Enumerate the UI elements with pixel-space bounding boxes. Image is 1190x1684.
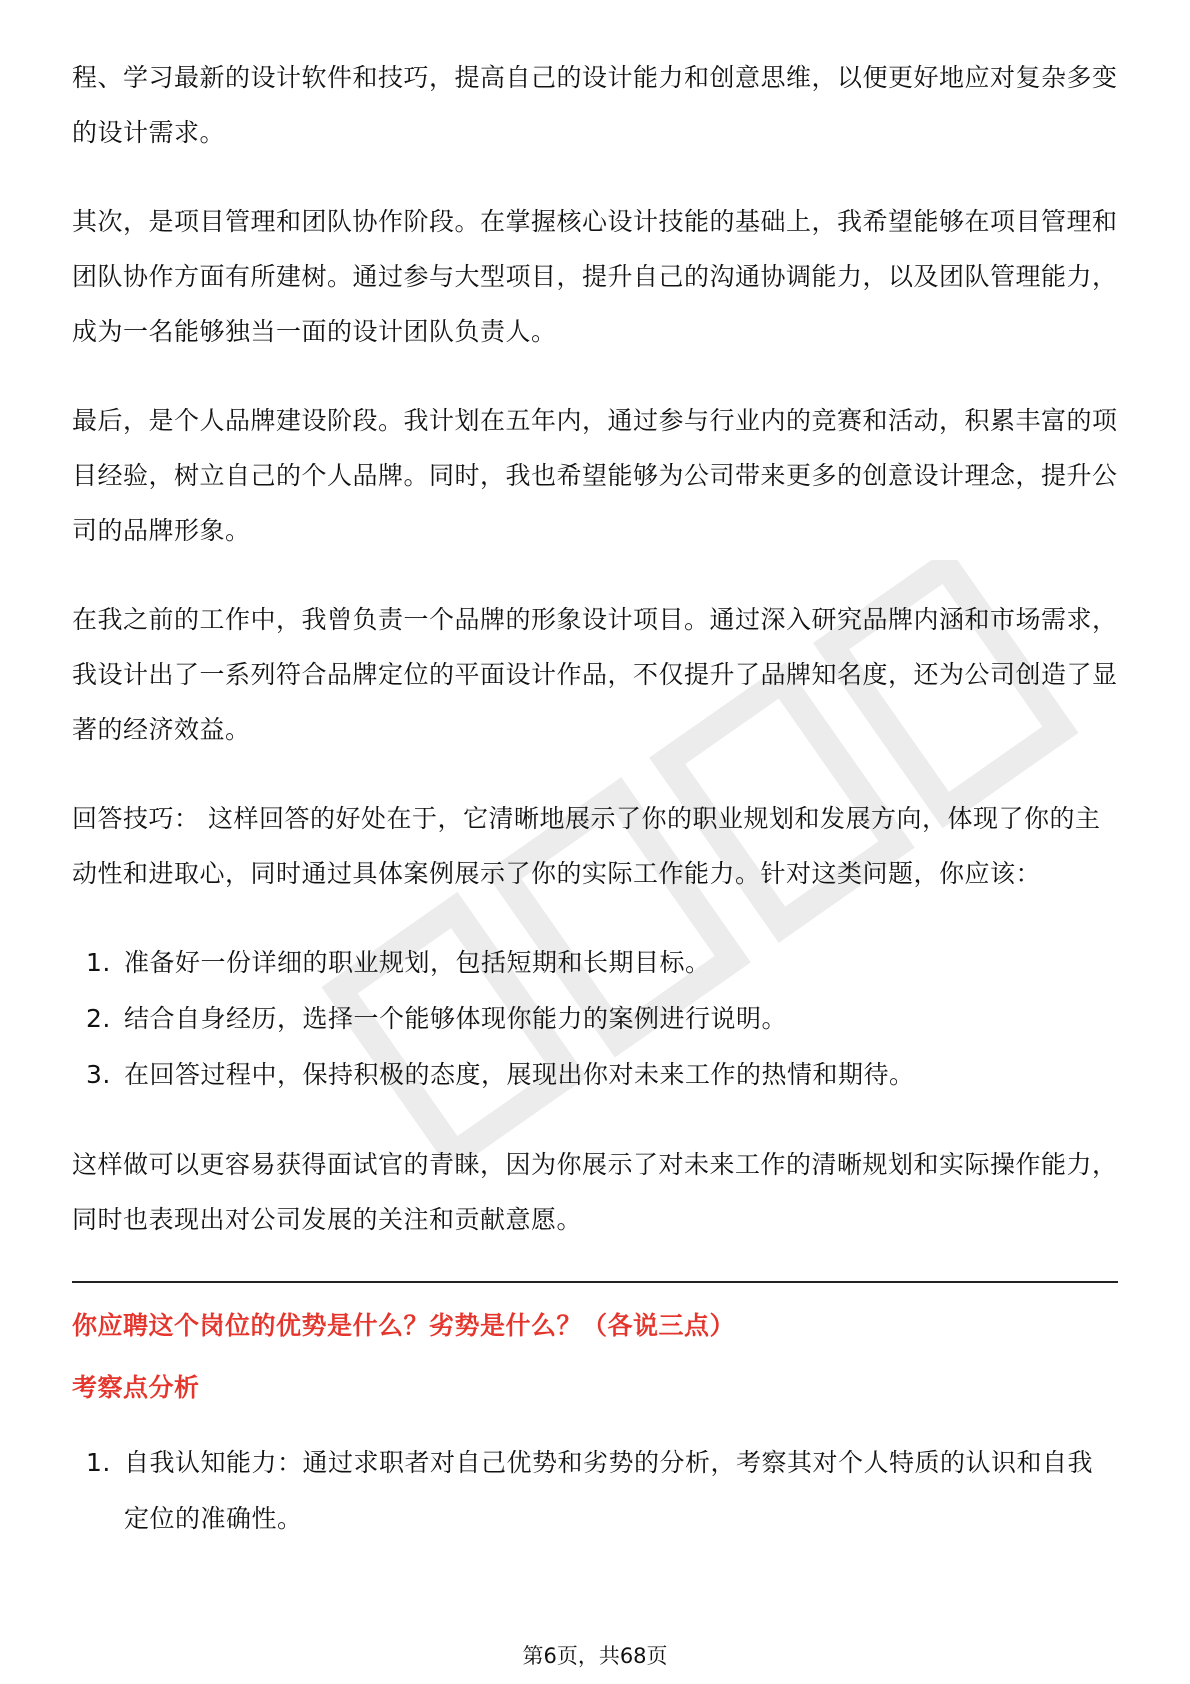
closing-paragraph: 这样做可以更容易获得面试官的青睐，因为你展示了对未来工作的清晰规划和实际操作能力，同时也表现出对公司发展的关注和贡献意愿。 (72, 1150, 1118, 1234)
paragraph-1: 程、学习最新的设计软件和技巧，提高自己的设计能力和创意思维，以便更好地应对复杂多变的设计需求。 (72, 63, 1118, 147)
list-item (72, 991, 1118, 1047)
page-footer: 第6页，共68页 (522, 1644, 668, 1668)
analysis-heading: 考察点分析 (72, 1373, 200, 1402)
paragraph-answer-tips: 回答技巧： 这样回答的好处在于，它清晰地展示了你的职业规划和发展方向，体现了你的主动性和进取心，同时通过具体案例展示了你的实际工作能力。针对这类问题，你应该： (72, 804, 1101, 888)
list-item (72, 1047, 1118, 1103)
paragraph-3: 最后，是个人品牌建设阶段。我计划在五年内，通过参与行业内的竞赛和活动，积累丰富的项目经验，树立自己的个人品牌。同时，我也希望能够为公司带来更多的创意设计理念，提升公司的品牌形象。 (72, 406, 1118, 545)
list-text: 结合自身经历，选择一个能够体现你能力的案例进行说明。 (124, 1004, 788, 1033)
paragraph-4: 在我之前的工作中，我曾负责一个品牌的形象设计项目。通过深入研究品牌内涵和市场需求，我设计出了一系列符合品牌定位的平面设计作品，不仅提升了品牌知名度，还为公司创造了显著的经济效益。 (72, 605, 1118, 744)
tips-list (72, 935, 1118, 1103)
list-number: 1. (86, 1448, 111, 1477)
section-divider (72, 1281, 1118, 1283)
document-page (72, 50, 1118, 1581)
list-text: 自我认知能力：通过求职者对自己优势和劣势的分析，考察其对个人特质的认识和自我定位的准确性。 (124, 1448, 1094, 1533)
list-text: 在回答过程中，保持积极的态度，展现出你对未来工作的热情和期待。 (124, 1060, 915, 1089)
list-text: 准备好一份详细的职业规划，包括短期和长期目标。 (124, 948, 711, 977)
question-heading: 你应聘这个岗位的优势是什么？劣势是什么？（各说三点） (72, 1311, 736, 1340)
list-item (72, 935, 1118, 991)
list-item (72, 1435, 1118, 1547)
list-number: 3. (86, 1060, 111, 1089)
paragraph-2: 其次，是项目管理和团队协作阶段。在掌握核心设计技能的基础上，我希望能够在项目管理和团队协作方面有所建树。通过参与大型项目，提升自己的沟通协调能力，以及团队管理能力，成为一名能够独当一面的设计团队负责人。 (72, 207, 1118, 346)
list-number: 2. (86, 1004, 111, 1033)
analysis-list (72, 1435, 1118, 1547)
list-number: 1. (86, 948, 111, 977)
